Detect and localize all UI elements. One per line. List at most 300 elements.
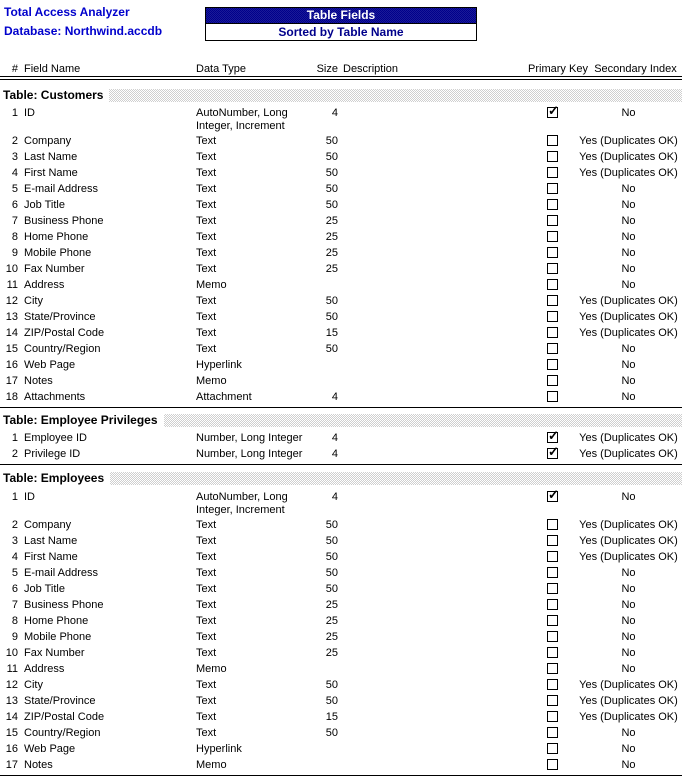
field-size: 4 — [331, 391, 338, 403]
field-description — [343, 581, 513, 583]
primary-key-checkbox — [547, 359, 558, 370]
field-data-type: Text — [196, 231, 217, 243]
field-size — [310, 741, 338, 743]
field-size: 25 — [325, 231, 338, 243]
field-description — [343, 661, 513, 663]
field-name: Notes — [24, 375, 53, 387]
primary-key-cell — [513, 430, 575, 443]
primary-key-cell — [513, 661, 575, 674]
field-name: Job Title — [24, 583, 65, 595]
field-size: 25 — [325, 647, 338, 659]
primary-key-checkbox — [547, 567, 558, 578]
secondary-index-value: Yes (Duplicates OK) — [579, 327, 678, 339]
secondary-index-value: Yes (Duplicates OK) — [579, 151, 678, 163]
field-description — [343, 341, 513, 343]
field-data-type: Text — [196, 519, 217, 531]
secondary-index-value: No — [621, 743, 636, 755]
table-row — [0, 181, 682, 197]
field-size: 50 — [325, 167, 338, 179]
field-size: 50 — [325, 551, 338, 563]
check-icon: ✓ — [548, 428, 559, 443]
primary-key-cell — [513, 693, 575, 706]
field-number: 11 — [6, 663, 18, 675]
primary-key-checkbox — [547, 231, 558, 242]
field-number: 17 — [5, 375, 18, 387]
column-header-num: # — [11, 63, 18, 75]
field-size: 50 — [325, 151, 338, 163]
field-description — [343, 181, 513, 183]
field-name: City — [24, 295, 43, 307]
field-size — [310, 757, 338, 759]
field-number: 4 — [11, 551, 18, 563]
field-name: City — [24, 679, 43, 691]
primary-key-checkbox — [547, 135, 558, 146]
primary-key-checkbox — [547, 151, 558, 162]
primary-key-checkbox — [547, 679, 558, 690]
primary-key-cell — [513, 533, 575, 546]
secondary-index-value: No — [621, 183, 636, 195]
primary-key-checkbox — [547, 487, 559, 502]
field-size — [310, 357, 338, 359]
header-double-rule — [0, 76, 682, 80]
primary-key-checkbox — [547, 247, 558, 258]
primary-key-checkbox — [547, 695, 558, 706]
field-name: Country/Region — [24, 727, 101, 739]
field-size: 4 — [331, 107, 338, 119]
field-data-type: Text — [196, 263, 217, 275]
field-number: 17 — [5, 759, 18, 771]
primary-key-cell — [513, 213, 575, 226]
field-size: 50 — [325, 583, 338, 595]
field-data-type: Text — [196, 343, 217, 355]
column-header-primary-key: Primary Key — [528, 63, 588, 75]
secondary-index-value: No — [621, 375, 636, 387]
field-description — [343, 533, 513, 535]
primary-key-checkbox — [547, 551, 558, 562]
secondary-index-value: No — [621, 631, 636, 643]
secondary-index-value: Yes (Duplicates OK) — [579, 432, 678, 444]
secondary-index-value: Yes (Duplicates OK) — [579, 311, 678, 323]
field-size: 50 — [325, 679, 338, 691]
table-section — [0, 472, 682, 776]
field-number: 2 — [11, 135, 18, 147]
field-description — [343, 430, 513, 432]
primary-key-cell — [513, 341, 575, 354]
report-subtitle: Sorted by Table Name — [206, 24, 476, 40]
table-row — [0, 133, 682, 149]
field-description — [343, 165, 513, 167]
field-name: Company — [24, 519, 72, 531]
field-name: Fax Number — [24, 647, 85, 659]
field-name: Web Page — [24, 743, 76, 755]
field-number: 7 — [11, 215, 18, 227]
field-number: 1 — [11, 491, 18, 503]
section-divider — [0, 407, 682, 408]
secondary-index-value: Yes (Duplicates OK) — [579, 695, 678, 707]
check-icon: ✓ — [548, 444, 559, 459]
table-row — [0, 549, 682, 565]
table-row — [0, 213, 682, 229]
field-description — [343, 357, 513, 359]
secondary-index-value: No — [621, 759, 636, 771]
field-name: E-mail Address — [24, 183, 98, 195]
secondary-index-value: No — [621, 279, 636, 291]
field-size: 25 — [325, 599, 338, 611]
primary-key-checkbox — [547, 583, 558, 594]
field-description — [343, 229, 513, 231]
secondary-index-value: No — [621, 599, 636, 611]
report-body — [0, 89, 682, 776]
primary-key-cell — [513, 709, 575, 722]
field-size: 4 — [331, 432, 338, 444]
primary-key-cell — [513, 245, 575, 258]
primary-key-checkbox — [547, 759, 558, 770]
field-description — [343, 105, 513, 107]
field-data-type: Memo — [196, 279, 227, 291]
field-data-type: Text — [196, 199, 217, 211]
field-size — [310, 373, 338, 375]
secondary-index-value: Yes (Duplicates OK) — [579, 519, 678, 531]
table-row — [0, 581, 682, 597]
table-row — [0, 629, 682, 645]
secondary-index-value: No — [621, 247, 636, 259]
field-name: Mobile Phone — [24, 631, 92, 643]
primary-key-cell — [513, 149, 575, 162]
field-number: 18 — [5, 391, 18, 403]
field-number: 7 — [11, 599, 18, 611]
table-row — [0, 430, 682, 446]
primary-key-cell — [513, 325, 575, 338]
table-row — [0, 709, 682, 725]
field-size — [310, 661, 338, 663]
field-name: Mobile Phone — [24, 247, 92, 259]
field-data-type: Text — [196, 247, 217, 259]
field-number: 6 — [11, 583, 18, 595]
secondary-index-value: Yes (Duplicates OK) — [579, 135, 678, 147]
field-number: 15 — [5, 727, 18, 739]
field-number: 15 — [5, 343, 18, 355]
primary-key-checkbox — [547, 444, 559, 459]
primary-key-cell — [513, 725, 575, 738]
secondary-index-value: No — [621, 215, 636, 227]
field-name: Home Phone — [24, 615, 89, 627]
field-name: Web Page — [24, 359, 76, 371]
field-description — [343, 389, 513, 391]
secondary-index-value: Yes (Duplicates OK) — [579, 167, 678, 179]
field-name: State/Province — [24, 311, 96, 323]
field-description — [343, 725, 513, 727]
field-data-type: Text — [196, 695, 217, 707]
secondary-index-value: No — [621, 231, 636, 243]
field-data-type: Text — [196, 679, 217, 691]
field-data-type: Hyperlink — [196, 359, 242, 371]
field-number: 10 — [5, 263, 18, 275]
field-description — [343, 709, 513, 711]
table-row — [0, 373, 682, 389]
field-description — [343, 677, 513, 679]
field-size: 25 — [325, 263, 338, 275]
field-name: First Name — [24, 551, 78, 563]
field-data-type: Attachment — [196, 391, 252, 403]
field-description — [343, 261, 513, 263]
field-description — [343, 645, 513, 647]
primary-key-cell — [513, 489, 575, 502]
primary-key-cell — [513, 373, 575, 386]
field-size: 50 — [325, 727, 338, 739]
field-data-type: Text — [196, 135, 217, 147]
field-number: 4 — [11, 167, 18, 179]
secondary-index-value: No — [621, 567, 636, 579]
secondary-index-value: No — [621, 107, 636, 119]
primary-key-cell — [513, 517, 575, 530]
column-header-field-name: Field Name — [24, 63, 81, 75]
field-size: 50 — [325, 535, 338, 547]
field-name: Employee ID — [24, 432, 87, 444]
table-name: Table: Employee Privileges — [0, 413, 164, 428]
section-divider — [0, 464, 682, 465]
primary-key-checkbox — [547, 279, 558, 290]
field-number: 11 — [6, 279, 18, 291]
primary-key-checkbox — [547, 343, 558, 354]
field-data-type: Text — [196, 551, 217, 563]
field-name: State/Province — [24, 695, 96, 707]
primary-key-cell — [513, 293, 575, 306]
primary-key-checkbox — [547, 519, 558, 530]
column-header-description: Description — [343, 63, 399, 75]
secondary-index-value: No — [621, 263, 636, 275]
field-name: Business Phone — [24, 215, 104, 227]
field-name: Last Name — [24, 151, 78, 163]
field-number: 1 — [11, 432, 18, 444]
secondary-index-value: Yes (Duplicates OK) — [579, 679, 678, 691]
primary-key-cell — [513, 181, 575, 194]
primary-key-checkbox — [547, 615, 558, 626]
field-data-type: Memo — [196, 663, 227, 675]
table-rows — [0, 489, 682, 773]
primary-key-checkbox — [547, 599, 558, 610]
table-row — [0, 741, 682, 757]
primary-key-checkbox — [547, 647, 558, 658]
primary-key-cell — [513, 629, 575, 642]
table-row — [0, 277, 682, 293]
field-size: 4 — [331, 491, 338, 503]
field-data-type: Text — [196, 183, 217, 195]
field-data-type: Text — [196, 583, 217, 595]
field-description — [343, 293, 513, 295]
primary-key-checkbox — [547, 167, 558, 178]
field-size: 50 — [325, 519, 338, 531]
field-name: First Name — [24, 167, 78, 179]
primary-key-checkbox — [547, 663, 558, 674]
field-description — [343, 277, 513, 279]
field-description — [343, 245, 513, 247]
field-name: Address — [24, 279, 65, 291]
table-row — [0, 105, 682, 133]
check-icon: ✓ — [548, 103, 559, 118]
primary-key-checkbox — [547, 263, 558, 274]
field-data-type: Text — [196, 567, 217, 579]
field-size: 50 — [325, 311, 338, 323]
field-description — [343, 149, 513, 151]
secondary-index-value: Yes (Duplicates OK) — [579, 551, 678, 563]
field-data-type: Text — [196, 215, 217, 227]
field-number: 3 — [11, 151, 18, 163]
field-number: 9 — [11, 247, 18, 259]
field-number: 2 — [11, 519, 18, 531]
primary-key-checkbox — [547, 391, 558, 402]
primary-key-checkbox — [547, 535, 558, 546]
field-data-type: Text — [196, 167, 217, 179]
field-description — [343, 693, 513, 695]
table-section-header — [0, 89, 682, 102]
secondary-index-value: No — [621, 491, 636, 503]
field-number: 3 — [11, 535, 18, 547]
primary-key-cell — [513, 645, 575, 658]
table-section-header — [0, 414, 682, 427]
primary-key-cell — [513, 309, 575, 322]
table-row — [0, 357, 682, 373]
field-number: 16 — [5, 359, 18, 371]
field-name: Country/Region — [24, 343, 101, 355]
field-description — [343, 325, 513, 327]
field-data-type: Memo — [196, 375, 227, 387]
field-name: Home Phone — [24, 231, 89, 243]
field-number: 13 — [5, 695, 18, 707]
field-description — [343, 549, 513, 551]
primary-key-checkbox — [547, 631, 558, 642]
field-number: 6 — [11, 199, 18, 211]
primary-key-cell — [513, 165, 575, 178]
field-description — [343, 213, 513, 215]
primary-key-cell — [513, 565, 575, 578]
column-header-secondary-index: Secondary Index — [594, 63, 677, 75]
field-description — [343, 373, 513, 375]
secondary-index-value: Yes (Duplicates OK) — [579, 295, 678, 307]
primary-key-checkbox — [547, 199, 558, 210]
field-number: 5 — [11, 183, 18, 195]
table-row — [0, 197, 682, 213]
field-description — [343, 517, 513, 519]
table-rows — [0, 430, 682, 462]
table-row — [0, 389, 682, 405]
primary-key-cell — [513, 446, 575, 459]
field-data-type: Text — [196, 311, 217, 323]
field-number: 12 — [5, 295, 18, 307]
secondary-index-value: No — [621, 583, 636, 595]
field-size: 50 — [325, 343, 338, 355]
field-name: Notes — [24, 759, 53, 771]
secondary-index-value: No — [621, 663, 636, 675]
field-size: 50 — [325, 695, 338, 707]
primary-key-checkbox — [547, 743, 558, 754]
field-description — [343, 133, 513, 135]
primary-key-cell — [513, 677, 575, 690]
field-number: 14 — [5, 711, 18, 723]
secondary-index-value: No — [621, 647, 636, 659]
field-number: 8 — [11, 615, 18, 627]
field-size: 50 — [325, 295, 338, 307]
field-size: 50 — [325, 567, 338, 579]
table-name: Table: Employees — [0, 471, 110, 486]
field-size: 25 — [325, 631, 338, 643]
table-row — [0, 645, 682, 661]
field-name: ID — [24, 491, 35, 503]
table-row — [0, 725, 682, 741]
primary-key-cell — [513, 549, 575, 562]
secondary-index-value: Yes (Duplicates OK) — [579, 448, 678, 460]
table-row — [0, 693, 682, 709]
secondary-index-value: No — [621, 199, 636, 211]
report-body-wrap — [0, 76, 682, 776]
table-row — [0, 165, 682, 181]
table-rows — [0, 105, 682, 405]
field-number: 14 — [5, 327, 18, 339]
table-row — [0, 661, 682, 677]
secondary-index-value: No — [621, 391, 636, 403]
table-row — [0, 597, 682, 613]
primary-key-checkbox — [547, 428, 559, 443]
table-section — [0, 414, 682, 465]
primary-key-checkbox — [547, 711, 558, 722]
field-data-type: Text — [196, 599, 217, 611]
primary-key-cell — [513, 229, 575, 242]
field-name: Fax Number — [24, 263, 85, 275]
field-size: 25 — [325, 247, 338, 259]
table-section-header — [0, 472, 682, 485]
primary-key-checkbox — [547, 375, 558, 386]
primary-key-checkbox — [547, 215, 558, 226]
field-name: ZIP/Postal Code — [24, 711, 105, 723]
field-name: Last Name — [24, 535, 78, 547]
field-description — [343, 629, 513, 631]
field-size: 4 — [331, 448, 338, 460]
table-row — [0, 245, 682, 261]
check-icon: ✓ — [548, 487, 559, 502]
primary-key-checkbox — [547, 295, 558, 306]
field-data-type: Hyperlink — [196, 743, 242, 755]
field-description — [343, 565, 513, 567]
field-data-type: Number, Long Integer — [196, 432, 303, 444]
field-description — [343, 757, 513, 759]
field-data-type: Text — [196, 631, 217, 643]
database-label: Database: Northwind.accdb — [4, 24, 163, 38]
field-size: 25 — [325, 615, 338, 627]
primary-key-checkbox — [547, 327, 558, 338]
field-data-type: Memo — [196, 759, 227, 771]
field-data-type: Text — [196, 615, 217, 627]
field-data-type: Text — [196, 151, 217, 163]
field-number: 13 — [5, 311, 18, 323]
primary-key-checkbox — [547, 183, 558, 194]
primary-key-cell — [513, 133, 575, 146]
secondary-index-value: No — [621, 359, 636, 371]
field-name: Privilege ID — [24, 448, 81, 460]
secondary-index-value: Yes (Duplicates OK) — [579, 535, 678, 547]
field-data-type: Text — [196, 647, 217, 659]
primary-key-checkbox — [547, 727, 558, 738]
field-data-type: AutoNumber, Long Integer, Increment — [196, 491, 288, 516]
field-number: 10 — [5, 647, 18, 659]
field-data-type: Text — [196, 295, 217, 307]
primary-key-checkbox — [547, 311, 558, 322]
field-number: 5 — [11, 567, 18, 579]
field-data-type: Text — [196, 727, 217, 739]
field-size — [310, 277, 338, 279]
table-row — [0, 565, 682, 581]
primary-key-cell — [513, 757, 575, 770]
field-size: 50 — [325, 135, 338, 147]
field-description — [343, 197, 513, 199]
